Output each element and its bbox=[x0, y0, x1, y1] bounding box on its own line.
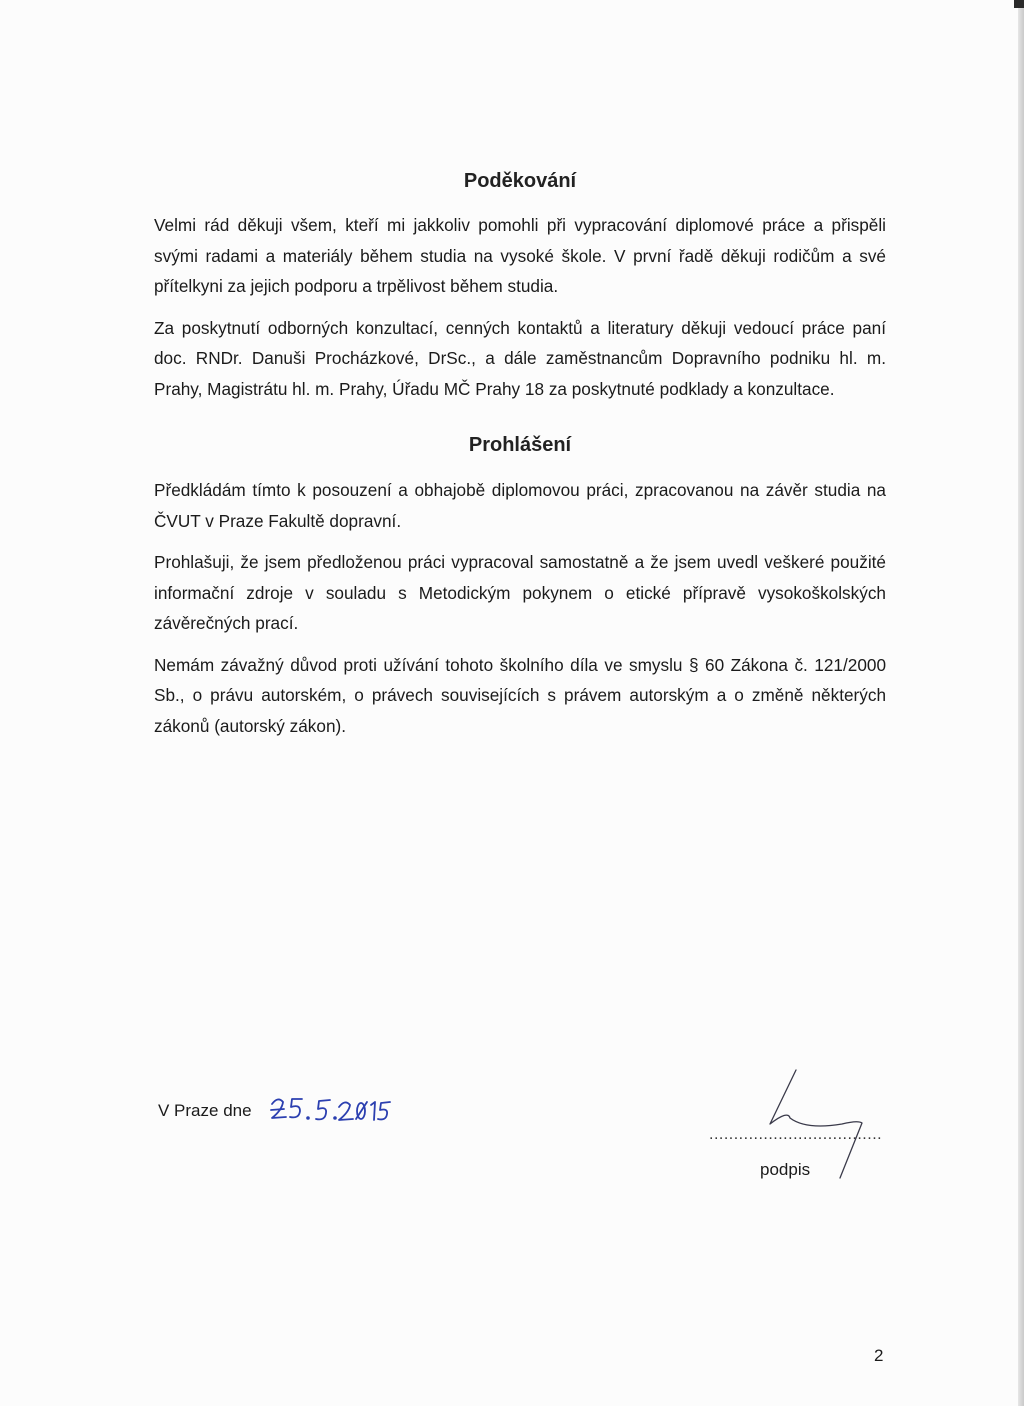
signature-label: podpis bbox=[760, 1160, 811, 1179]
handwritten-signature bbox=[728, 1066, 908, 1196]
corner-mark bbox=[1014, 0, 1024, 8]
main-content bbox=[154, 170, 886, 752]
page-number: 2 bbox=[874, 1346, 884, 1365]
place-date-label: V Praze dne bbox=[158, 1101, 252, 1120]
page-edge-shadow bbox=[1018, 0, 1024, 1406]
handwritten-date bbox=[268, 1090, 418, 1130]
declaration-paragraph: Nemám závažný důvod proti užívání tohoto školního díla ve smyslu § 60 Zákona č. 121/2000 Sb., o právu autorském, o právech souvisejících s právem autorským a o změně některých zákonů (autorský zákon). bbox=[154, 654, 886, 736]
signature-block bbox=[158, 1096, 898, 1196]
declaration-paragraph: Předkládám tímto k posouzení a obhajobě diplomovou práci, zpracovanou na závěr studia na ČVUT v Praze Fakultě dopravní. bbox=[154, 480, 886, 531]
acknowledgements-paragraph: Velmi rád děkuji všem, kteří mi jakkoliv pomohli při vypracování diplomové práce a přispěli svými radami a materiály během studia na vysoké škole. V první řadě děkuji rodičům a své přítelkyni za jejich podporu a trpělivost během studia. bbox=[154, 215, 886, 296]
declaration-heading: Prohlášení bbox=[468, 434, 572, 456]
acknowledgements-paragraph: Za poskytnutí odborných konzultací, cenných kontaktů a literatury děkuji vedoucí práce paní doc. RNDr. Danuši Procházkové, DrSc., a dále zaměstnancům Dopravního podniku hl. m. Prahy, Magistrátu hl. m. Prahy, Úřadu MČ Prahy 18 za poskytnuté podklady a konzultace. bbox=[154, 317, 886, 399]
declaration-paragraph: Prohlašuji, že jsem předloženou práci vypracoval samostatně a že jsem uvedl veškeré použité informační zdroje v souladu s Metodickým pokynem o etické přípravě vysokoškolských závěrečných prací. bbox=[154, 552, 886, 633]
signature-line: ................................... bbox=[709, 1126, 883, 1143]
acknowledgements-heading: Poděkování bbox=[463, 170, 577, 192]
